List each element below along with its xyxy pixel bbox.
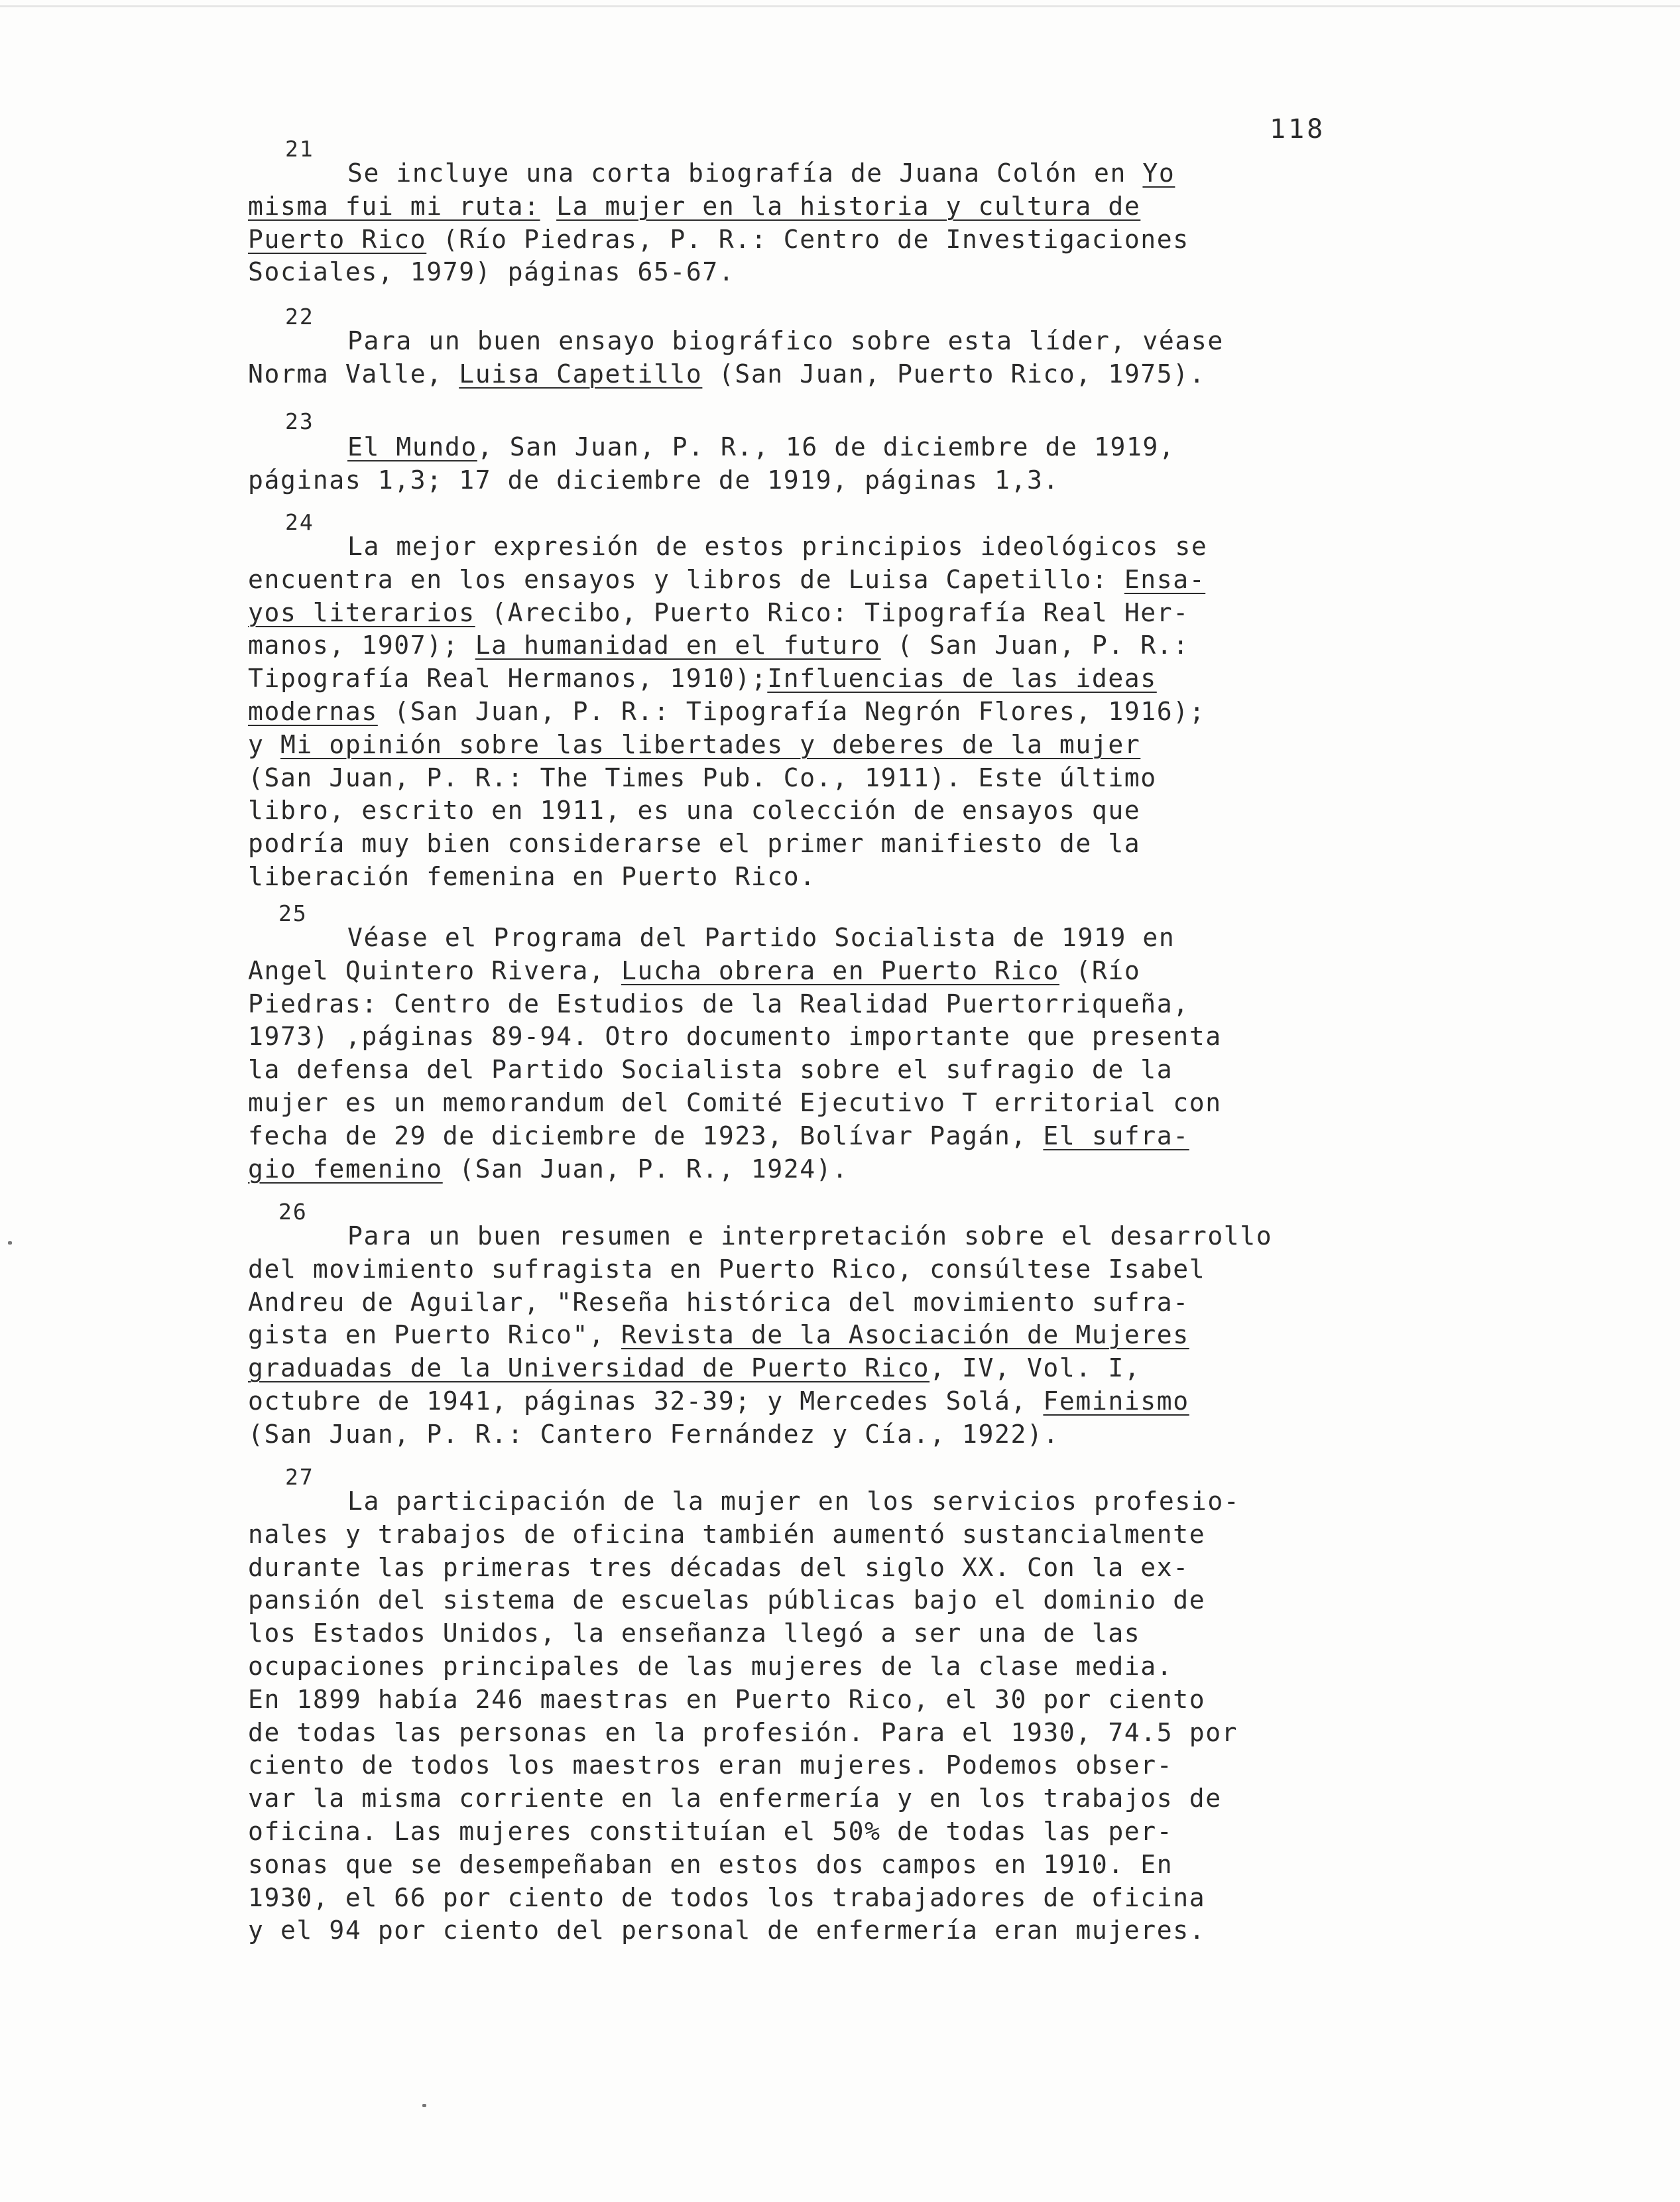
- footnote-line: [248, 1617, 1455, 1650]
- text-run: y: [248, 729, 280, 759]
- text-run: Andreu de Aguilar, "Reseña histórica del movimiento sufra-: [248, 1287, 1189, 1317]
- underlined-title: Revista de la Asociación de Mujeres: [621, 1320, 1189, 1350]
- underlined-title: modernas: [248, 696, 378, 726]
- text-run: páginas 1,3; 17 de diciembre de 1919, páginas 1,3.: [248, 465, 1059, 495]
- footnote-line: [248, 955, 1455, 988]
- text-run: podría muy bien considerarse el primer manifiesto de la: [248, 829, 1141, 859]
- scan-mark-bottom: [422, 2104, 426, 2107]
- footnote-line: [248, 1087, 1455, 1120]
- text-run: durante las primeras tres décadas del siglo XX. Con la ex-: [248, 1552, 1189, 1582]
- footnote-line: [248, 325, 1455, 358]
- footnote-22: [248, 325, 1455, 391]
- text-run: ocupaciones principales de las mujeres de la clase media.: [248, 1651, 1173, 1681]
- footnote-line: [248, 1253, 1455, 1286]
- text-run: (Arecibo, Puerto Rico: Tipografía Real Her-: [475, 597, 1189, 627]
- text-run: oficina. Las mujeres constituían el 50% de todas las per-: [248, 1816, 1173, 1846]
- text-run: var la misma corriente en la enfermería y en los trabajos de: [248, 1784, 1222, 1813]
- footnote-line: [248, 1120, 1455, 1153]
- text-run: Angel Quintero Rivera,: [248, 955, 621, 985]
- underlined-title: Feminismo: [1043, 1386, 1189, 1416]
- footnote-line: [248, 597, 1455, 630]
- footnote-line: [248, 762, 1455, 795]
- text-run: Para un buen ensayo biográfico sobre esta líder, véase: [347, 326, 1224, 355]
- underlined-title: Luisa Capetillo: [459, 359, 703, 389]
- footnote-line: [248, 1518, 1455, 1552]
- footnote-line: [248, 988, 1455, 1021]
- footnote-24: [248, 530, 1455, 894]
- footnote-line: [248, 729, 1455, 762]
- footnote-25: [248, 922, 1455, 1186]
- footnote-line: [248, 1782, 1455, 1815]
- footnote-line: [248, 1650, 1455, 1683]
- footnote-number: 25: [278, 900, 308, 926]
- footnote-number: 24: [285, 509, 314, 535]
- text-run: encuentra en los ensayos y libros de Luisa Capetillo:: [248, 564, 1124, 594]
- page-number: 118: [1270, 114, 1326, 145]
- footnote-21: [248, 157, 1455, 289]
- footnote-line: [248, 629, 1455, 662]
- text-run: 1973) ,páginas 89-94. Otro documento importante que presenta: [248, 1022, 1222, 1052]
- footnote-26: [248, 1220, 1455, 1451]
- footnote-line: [248, 922, 1455, 955]
- underlined-title: La humanidad en el futuro: [475, 631, 881, 660]
- footnote-line: [248, 1352, 1455, 1385]
- text-run: (San Juan, P. R.: Cantero Fernández y Cía., 1922).: [248, 1419, 1059, 1449]
- footnote-line: [248, 1054, 1455, 1087]
- text-run: En 1899 había 246 maestras en Puerto Rico, el 30 por ciento: [248, 1684, 1206, 1714]
- text-run: (San Juan, P. R.: The Times Pub. Co., 1911). Este último: [248, 763, 1157, 792]
- text-run: Sociales, 1979) páginas 65-67.: [248, 257, 735, 287]
- footnote-line: [248, 530, 1455, 564]
- footnote-line: [248, 696, 1455, 729]
- underlined-title: El sufra-: [1043, 1121, 1189, 1150]
- text-run: Véase el Programa del Partido Socialista de 1919 en: [347, 923, 1175, 952]
- footnote-line: [248, 157, 1455, 190]
- text-run: ( San Juan, P. R.:: [880, 631, 1189, 660]
- footnote-line: [248, 1319, 1455, 1352]
- footnote-line: [248, 1286, 1455, 1319]
- footnote-line: [248, 464, 1455, 497]
- text-run: (San Juan, P. R.: Tipografía Negrón Flores, 1916);: [377, 696, 1206, 726]
- footnote-line: [248, 794, 1455, 827]
- underlined-title: gio femenino: [248, 1154, 443, 1184]
- underlined-title: Mi opinión sobre las libertades y deberes de la mujer: [280, 729, 1141, 759]
- text-run: Se incluye una corta biografía de Juana Colón en: [347, 158, 1143, 188]
- footnote-number: 22: [285, 304, 314, 330]
- text-run: , San Juan, P. R., 16 de diciembre de 1919,: [477, 432, 1175, 461]
- text-run: manos, 1907);: [248, 631, 475, 660]
- scan-top-edge: [0, 5, 1680, 7]
- text-run: nales y trabajos de oficina también aumentó sustancialmente: [248, 1519, 1206, 1549]
- underlined-title: Lucha obrera en Puerto Rico: [621, 955, 1059, 985]
- text-run: La participación de la mujer en los servicios profesio-: [347, 1487, 1240, 1516]
- footnote-line: [248, 1220, 1455, 1253]
- footnote-number: 21: [285, 136, 314, 162]
- text-run: de todas las personas en la profesión. Para el 1930, 74.5 por: [248, 1717, 1238, 1747]
- text-run: , IV, Vol. I,: [930, 1353, 1141, 1383]
- footnote-line: [248, 1153, 1455, 1186]
- text-run: pansión del sistema de escuelas públicas bajo el dominio de: [248, 1585, 1206, 1615]
- footnote-line: [248, 1717, 1455, 1750]
- underlined-title: Puerto Rico: [248, 224, 427, 254]
- text-run: los Estados Unidos, la enseñanza llegó a ser una de las: [248, 1619, 1141, 1648]
- underlined-title: yos literarios: [248, 597, 475, 627]
- footnote-23: [248, 431, 1455, 497]
- text-run: gista en Puerto Rico",: [248, 1320, 621, 1350]
- footnote-line: [248, 1849, 1455, 1882]
- text-run: Para un buen resumen e interpretación sobre el desarrollo: [347, 1221, 1273, 1251]
- footnote-number: 23: [285, 408, 314, 434]
- text-run: (Río: [1059, 955, 1141, 985]
- text-run: [540, 192, 556, 221]
- footnote-line: [248, 1385, 1455, 1418]
- text-run: octubre de 1941, páginas 32-39; y Mercedes Solá,: [248, 1386, 1044, 1416]
- footnote-line: [248, 564, 1455, 597]
- text-run: Norma Valle,: [248, 359, 459, 389]
- footnote-line: [248, 1882, 1455, 1915]
- footnote-number: 26: [278, 1199, 308, 1225]
- text-run: Piedras: Centro de Estudios de la Realidad Puertorriqueña,: [248, 989, 1189, 1018]
- footnote-line: [248, 1485, 1455, 1518]
- scan-mark-left: [8, 1241, 12, 1245]
- footnote-line: [248, 827, 1455, 861]
- text-run: libro, escrito en 1911, es una colección de ensayos que: [248, 796, 1141, 826]
- text-run: ciento de todos los maestros eran mujeres. Podemos obser-: [248, 1750, 1173, 1780]
- text-run: sonas que se desempeñaban en estos dos campos en 1910. En: [248, 1849, 1173, 1879]
- text-run: fecha de 29 de diciembre de 1923, Bolívar Pagán,: [248, 1121, 1044, 1150]
- text-run: del movimiento sufragista en Puerto Rico, consúltese Isabel: [248, 1254, 1206, 1284]
- footnote-line: [248, 223, 1455, 257]
- text-run: (San Juan, P. R., 1924).: [442, 1154, 849, 1184]
- text-run: y el 94 por ciento del personal de enfermería eran mujeres.: [248, 1916, 1206, 1945]
- footnote-line: [248, 1914, 1455, 1947]
- text-run: la defensa del Partido Socialista sobre el sufragio de la: [248, 1055, 1173, 1085]
- footnote-line: [248, 1815, 1455, 1849]
- footnote-line: [248, 190, 1455, 223]
- text-run: Tipografía Real Hermanos, 1910);: [248, 664, 768, 694]
- footnote-line: [248, 256, 1455, 289]
- footnote-line: [248, 1020, 1455, 1054]
- underlined-title: Ensa-: [1124, 564, 1206, 594]
- underlined-title: Yo: [1142, 158, 1175, 188]
- text-run: mujer es un memorandum del Comité Ejecutivo T erritorial con: [248, 1087, 1222, 1117]
- text-run: liberación femenina en Puerto Rico.: [248, 861, 816, 891]
- underlined-title: El Mundo: [347, 432, 477, 461]
- footnote-line: [248, 1584, 1455, 1617]
- underlined-title: misma fui mi ruta:: [248, 191, 540, 221]
- underlined-title: graduadas de la Universidad de Puerto Rico: [248, 1353, 930, 1383]
- footnote-number: 27: [285, 1464, 314, 1490]
- footnote-line: [248, 431, 1455, 464]
- footnote-line: [248, 1749, 1455, 1782]
- text-run: (San Juan, Puerto Rico, 1975).: [702, 359, 1206, 389]
- footnote-line: [248, 358, 1455, 391]
- footnote-line: [248, 1418, 1455, 1451]
- footnote-line: [248, 861, 1455, 894]
- text-run: (Río Piedras, P. R.: Centro de Investigaciones: [426, 224, 1189, 254]
- underlined-title: La mujer en la historia y cultura de: [556, 191, 1141, 221]
- text-run: 1930, el 66 por ciento de todos los trabajadores de oficina: [248, 1882, 1206, 1912]
- footnote-27: [248, 1485, 1455, 1947]
- underlined-title: Influencias de las ideas: [767, 664, 1157, 694]
- text-run: La mejor expresión de estos principios ideológicos se: [347, 532, 1208, 561]
- footnote-line: [248, 1683, 1455, 1717]
- footnote-line: [248, 1552, 1455, 1585]
- footnote-line: [248, 662, 1455, 696]
